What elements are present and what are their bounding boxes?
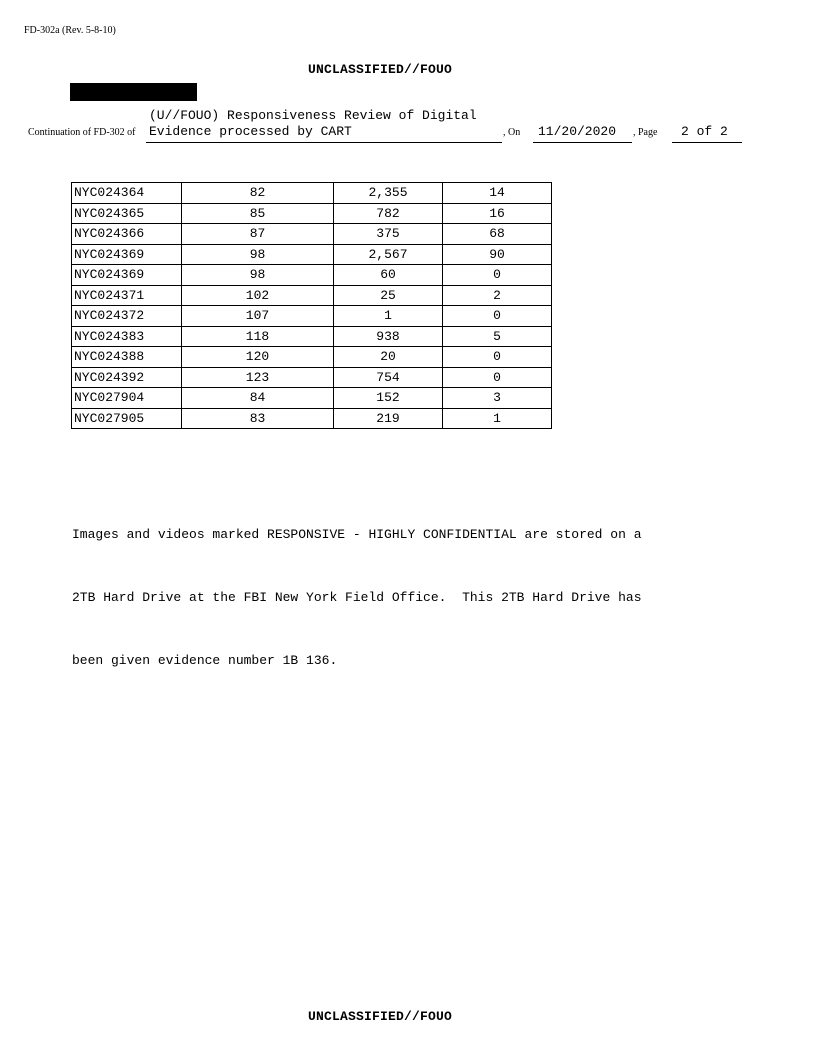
table-cell: 90 (443, 244, 552, 265)
table-row (72, 367, 552, 388)
page-underline (672, 142, 742, 143)
table-cell: 938 (334, 326, 443, 347)
page-label: , Page (633, 127, 658, 138)
table-cell: 20 (334, 347, 443, 368)
table-cell: NYC027905 (72, 408, 182, 429)
table-cell: NYC024365 (72, 203, 182, 224)
evidence-table (71, 182, 552, 429)
table-cell: 754 (334, 367, 443, 388)
table-cell: 107 (182, 306, 334, 327)
table-cell: 0 (443, 306, 552, 327)
table-cell: 152 (334, 388, 443, 409)
table-cell: 375 (334, 224, 443, 245)
table-cell: 87 (182, 224, 334, 245)
evidence-table-body (72, 183, 552, 429)
table-cell: 98 (182, 244, 334, 265)
redaction-block (70, 83, 197, 101)
table-cell: 2,567 (334, 244, 443, 265)
paragraph-line: 2TB Hard Drive at the FBI New York Field Office. This 2TB Hard Drive has (72, 590, 642, 605)
table-row (72, 408, 552, 429)
table-row (72, 285, 552, 306)
table-cell: 0 (443, 367, 552, 388)
classification-footer: UNCLASSIFIED//FOUO (307, 1009, 453, 1024)
table-cell: 1 (443, 408, 552, 429)
table-cell: NYC024383 (72, 326, 182, 347)
page-number: 2 of 2 (681, 124, 728, 139)
table-cell: 25 (334, 285, 443, 306)
table-cell: 85 (182, 203, 334, 224)
continuation-label: Continuation of FD-302 of (28, 127, 136, 138)
table-cell: NYC024372 (72, 306, 182, 327)
table-cell: 123 (182, 367, 334, 388)
table-cell: NYC024366 (72, 224, 182, 245)
table-row (72, 347, 552, 368)
table-cell: 83 (182, 408, 334, 429)
table-cell: NYC024364 (72, 183, 182, 204)
table-cell: NYC024392 (72, 367, 182, 388)
date-value: 11/20/2020 (538, 124, 617, 139)
table-row (72, 183, 552, 204)
form-id: FD-302a (Rev. 5-8-10) (24, 25, 116, 36)
table-cell: 3 (443, 388, 552, 409)
table-cell: NYC024369 (72, 244, 182, 265)
table-cell: 5 (443, 326, 552, 347)
table-cell: 60 (334, 265, 443, 286)
on-label: , On (503, 127, 521, 138)
table-row (72, 244, 552, 265)
table-cell: 219 (334, 408, 443, 429)
table-cell: 782 (334, 203, 443, 224)
paragraph-line: Images and videos marked RESPONSIVE - HIGHLY CONFIDENTIAL are stored on a (72, 527, 642, 542)
table-cell: 120 (182, 347, 334, 368)
table-row (72, 326, 552, 347)
table-cell: 82 (182, 183, 334, 204)
subject-line-2: Evidence processed by CART (149, 124, 352, 139)
table-cell: 68 (443, 224, 552, 245)
table-row (72, 265, 552, 286)
table-cell: 1 (334, 306, 443, 327)
body-paragraph (72, 482, 732, 692)
table-cell: NYC024388 (72, 347, 182, 368)
table-cell: 118 (182, 326, 334, 347)
table-row (72, 306, 552, 327)
table-cell: 0 (443, 265, 552, 286)
subject-line-1: (U//FOUO) Responsiveness Review of Digital (149, 108, 477, 123)
table-cell: 2 (443, 285, 552, 306)
table-cell: 0 (443, 347, 552, 368)
table-cell: 98 (182, 265, 334, 286)
table-cell: NYC024369 (72, 265, 182, 286)
table-cell: NYC024371 (72, 285, 182, 306)
subject-underline (146, 142, 502, 143)
table-cell: 14 (443, 183, 552, 204)
table-cell: NYC027904 (72, 388, 182, 409)
table-cell: 2,355 (334, 183, 443, 204)
table-row (72, 224, 552, 245)
table-row (72, 203, 552, 224)
table-row (72, 388, 552, 409)
classification-header: UNCLASSIFIED//FOUO (307, 62, 453, 77)
table-cell: 84 (182, 388, 334, 409)
paragraph-line: been given evidence number 1B 136. (72, 653, 338, 668)
table-cell: 102 (182, 285, 334, 306)
date-underline (533, 142, 632, 143)
table-cell: 16 (443, 203, 552, 224)
